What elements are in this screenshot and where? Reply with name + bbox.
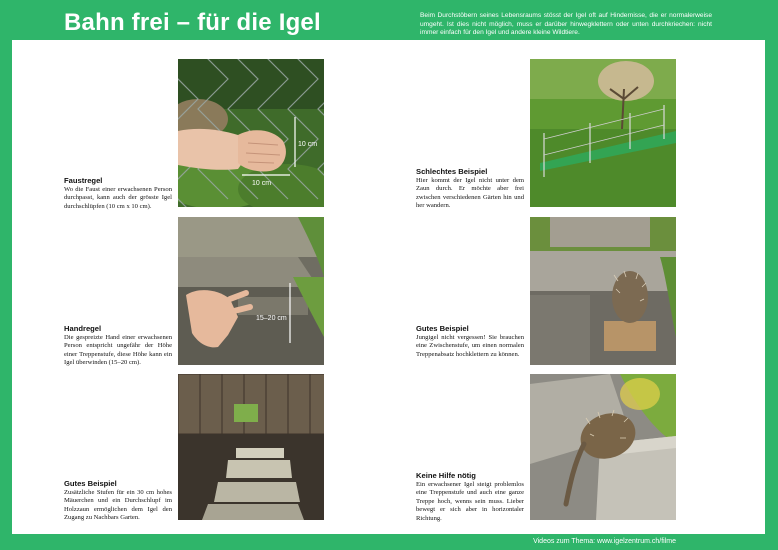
caption-faustregel [64,176,172,211]
caption-text: Hier kommt der Igel nicht unter dem Zaun durch. Er möchte aber frei zwischen verschiedenen Gärten hin und her wandern. [416,177,524,210]
caption-text: Ein erwachsener Igel steigt problemlos eine Treppenstufe und auch eine ganze Treppe hoch, wenns sein muss. Lieber bewegt er sich aber in horizontaler Richtung. [416,481,524,522]
photo-lawn-fence [530,59,676,207]
caption-heading: Schlechtes Beispiel [416,167,488,176]
caption-schlechtes-beispiel [416,167,524,211]
caption-heading: Handregel [64,324,102,333]
caption-heading: Gutes Beispiel [416,324,469,333]
caption-text: Zusätzliche Stufen für ein 30 cm hohes Mäuerchen und ein Durchschlupf im Holzzaun ermöglichen dem Igel den Zugang zu Nachbars Garten. [64,489,172,522]
caption-heading: Keine Hilfe nötig [416,471,476,480]
dimension-label-vertical: 15–20 cm [256,315,287,322]
dimension-label-horizontal: 10 cm [252,180,272,187]
content-sheet [12,40,765,534]
caption-gutes-beispiel-2 [416,324,524,359]
caption-handregel [64,324,172,368]
photo-hedgehog-climbing [530,374,676,520]
dimension-label-vertical: 10 cm [298,141,318,148]
caption-keine-hilfe [416,471,524,523]
caption-heading: Faustregel [64,176,103,185]
caption-text: Wo die Faust einer erwachsenen Person durchpasst, kann auch der grösste Igel durchschlüpfen (10 cm x 10 cm). [64,186,172,210]
caption-text: Die gespreizte Hand einer erwachsenen Person entspricht ungefähr der Höhe einer Treppenstufe, diese Höhe kann ein Igel überwinden (15–20 cm). [64,334,172,367]
photo-young-hedgehog-step [530,217,676,365]
photo-hand-stair [178,217,324,365]
caption-text: Jungigel nicht vergessen! Sie brauchen eine Zwischenstufe, um einen normalen Treppenabsatz hochklettern zu können. [416,334,524,358]
intro-text: Beim Durchstöbern seines Lebensraums stösst der Igel oft auf Hindernisse, die er normalerweise umgeht. Ist dies nicht möglich, muss er darüber hinwegklettern oder unten durchkriechen: nicht immer einfach für den Igel und andere kleine Wildtiere. [420,12,712,37]
photo-steps-wooden-fence [178,374,324,520]
page-title: Bahn frei – für die Igel [64,9,321,36]
caption-heading: Gutes Beispiel [64,479,117,488]
header [0,0,778,40]
caption-gutes-beispiel-1 [64,479,172,523]
footer-video-link[interactable]: Videos zum Thema: www.igelzentrum.ch/filme [533,538,676,545]
photo-fist-fence [178,59,324,207]
